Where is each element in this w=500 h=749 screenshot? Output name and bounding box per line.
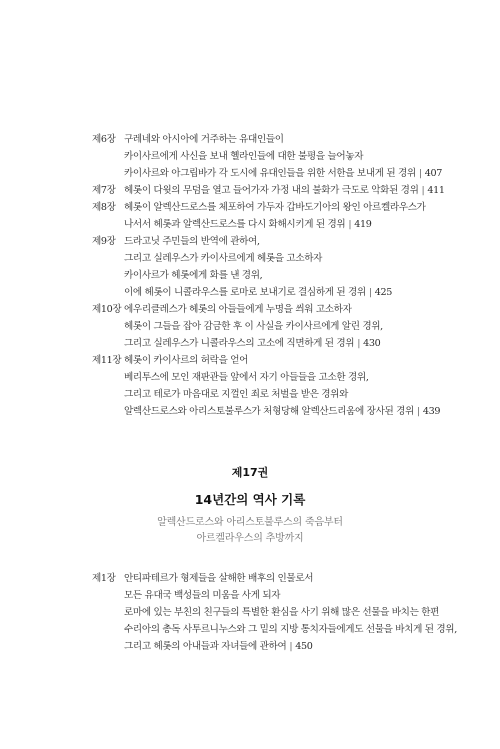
chapter-title-text: 알렉산드로스와 아리스토불루스가 처형당해 알렉산드리움에 장사된 경위 — [124, 406, 414, 417]
chapter-title-line: 헤롯이 카이사르의 허락을 얻어 — [124, 355, 249, 366]
chapter-title-text: 로마에 있는 부친의 친구들의 특별한 환심을 사기 위해 많은 선물을 바치는 한편 — [124, 607, 440, 618]
chapter-title-text: 카이사르에게 사신을 보내 헬라인들에 대한 불평을 늘어놓자 — [124, 151, 364, 162]
chapter-title-text: 헤롯이 다윗의 무덤을 열고 들어가자 가정 내의 불화가 극도로 악화된 경위 — [124, 185, 419, 196]
chapter-title-text: 모든 유대국 백성들의 미움을 사게 되자 — [124, 590, 281, 601]
chapter-title-text: 그리고 헤롯의 아내들과 자녀들에 관하여 — [124, 641, 287, 652]
chapter-number: 제6장 — [92, 134, 116, 145]
chapter-title-line: 에우리클레스가 헤롯의 아들들에게 누명을 씌워 고소하자 — [124, 304, 352, 315]
chapter-title-text: 카이사르가 헤롯에게 화를 낸 경위, — [124, 270, 263, 281]
chapter-title-text: 헤롯이 그들을 잡아 감금한 후 이 사실을 카이사르에게 알린 경위, — [124, 321, 383, 332]
separator: | — [416, 406, 420, 417]
chapter-title-line: 안티파테르가 형제들을 살해한 배후의 인물로서 — [124, 573, 314, 584]
chapter-title-line: 헤롯이 알렉산드로스를 체포하여 가두자 갑바도기아의 왕인 아르켈라우스가 — [124, 202, 426, 213]
chapter-number: 제9장 — [92, 236, 116, 247]
page-number: 407 — [424, 168, 442, 179]
volume-label: 제17권 — [231, 466, 269, 479]
chapter-title-line: 드라고닛 주민들의 반역에 관하여, — [124, 236, 260, 247]
chapter-number: 제8장 — [92, 202, 116, 213]
chapter-number: 제7장 — [92, 185, 116, 196]
separator: | — [289, 641, 293, 652]
separator: | — [418, 168, 422, 179]
chapter-title-text: 베리투스에 모인 재판관들 앞에서 자기 아들들을 고소한 경위, — [124, 372, 369, 383]
chapter-number: 제11장 — [92, 355, 122, 366]
chapter-number: 제10장 — [92, 304, 122, 315]
volume-subtitle: 알렉산드로스와 아리스토불루스의 죽음부터 — [157, 517, 343, 528]
volume-title: 14년간의 역사 기록 — [194, 492, 306, 507]
chapter-number: 제1장 — [92, 573, 116, 584]
separator: | — [348, 219, 352, 230]
page-number: 411 — [427, 185, 445, 196]
page-number: 419 — [354, 219, 372, 230]
page-number: 430 — [363, 338, 381, 349]
separator: | — [368, 287, 372, 298]
chapter-title-text: 카이사르와 아그립바가 각 도시에 유대인들을 위한 서한을 보내게 된 경위 — [124, 168, 416, 179]
chapter-title-text: 그리고 테로가 마음대로 지껄인 죄로 처벌을 받은 경위와 — [124, 389, 349, 400]
page-number: 439 — [422, 406, 441, 417]
chapter-title-text: 나서서 헤롯과 알렉산드로스를 다시 화해시키게 된 경위 — [124, 219, 346, 230]
chapter-title-line: 구레네와 아시아에 거주하는 유대인들이 — [124, 134, 284, 145]
chapter-title-text: 이에 헤롯이 니콜라우스를 로마로 보내기로 결심하게 된 경위 — [124, 287, 366, 298]
volume-subtitle: 아르켈라우스의 추방까지 — [196, 533, 304, 544]
page-number: 425 — [374, 287, 392, 298]
separator: | — [357, 338, 361, 349]
chapter-title-text: 수리아의 총독 사투르니누스와 그 밑의 지방 통치자들에게도 선물을 바치게 된 경위, — [124, 624, 457, 635]
separator: | — [421, 185, 425, 196]
chapter-title-text: 그리고 실레우스가 니콜라우스의 고소에 직면하게 된 경위 — [124, 338, 355, 349]
page-number: 450 — [295, 641, 313, 652]
chapter-title-text: 그리고 실레우스가 카이사르에게 헤롯을 고소하자 — [124, 253, 323, 264]
